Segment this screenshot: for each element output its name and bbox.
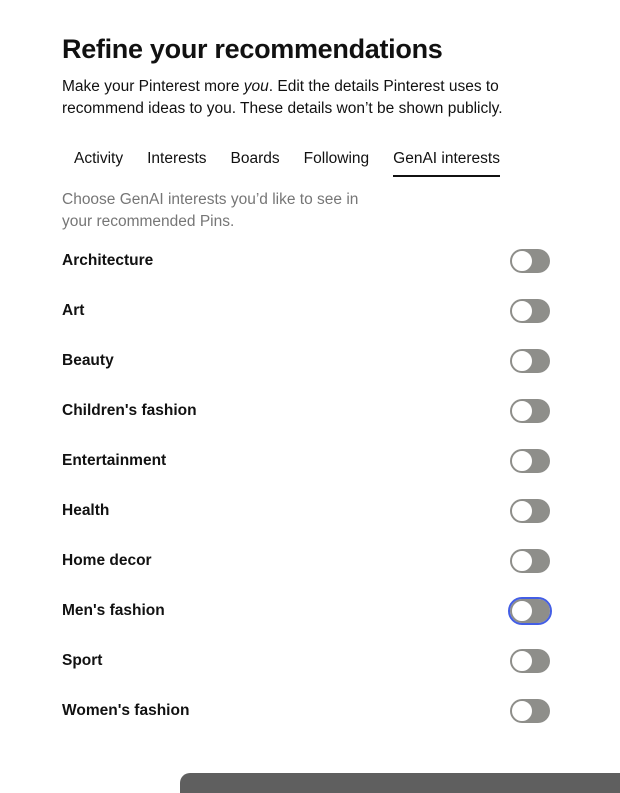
tab-following[interactable]: Following bbox=[303, 150, 370, 167]
interest-label: Sport bbox=[62, 651, 103, 669]
interest-row-home-decor bbox=[62, 545, 552, 595]
tab-boards[interactable]: Boards bbox=[230, 150, 280, 167]
tab-genai-interests[interactable]: GenAI interests bbox=[393, 150, 500, 177]
womens-fashion-toggle[interactable] bbox=[510, 699, 550, 723]
childrens-fashion-toggle[interactable] bbox=[510, 399, 550, 423]
home-decor-toggle[interactable] bbox=[510, 549, 550, 573]
interest-row-sport bbox=[62, 645, 552, 695]
architecture-toggle[interactable] bbox=[510, 249, 550, 273]
mens-fashion-toggle[interactable] bbox=[510, 599, 550, 623]
tab-activity[interactable]: Activity bbox=[74, 150, 124, 167]
health-toggle[interactable] bbox=[510, 499, 550, 523]
interest-label: Health bbox=[62, 501, 110, 519]
description-start: Make your Pinterest more bbox=[62, 78, 244, 95]
bottom-sheet-edge bbox=[180, 773, 620, 793]
art-toggle[interactable] bbox=[510, 299, 550, 323]
interest-row-health bbox=[62, 495, 552, 545]
tab-bar bbox=[62, 150, 512, 180]
interest-row-architecture bbox=[62, 245, 552, 295]
interest-row-entertainment bbox=[62, 445, 552, 495]
toggle-knob bbox=[511, 300, 533, 322]
interest-row-beauty bbox=[62, 345, 552, 395]
toggle-knob bbox=[511, 350, 533, 372]
tab-interests[interactable]: Interests bbox=[147, 150, 207, 167]
interest-label: Beauty bbox=[62, 351, 114, 369]
description-end: . Edit the details Pinterest uses to recommend ideas to you. These details won’t be shown publicly. bbox=[62, 78, 503, 117]
toggle-knob bbox=[511, 550, 533, 572]
interest-label: Men's fashion bbox=[62, 601, 165, 619]
toggle-knob bbox=[511, 450, 533, 472]
interest-label: Children's fashion bbox=[62, 401, 197, 419]
instructions-text: Choose GenAI interests you’d like to see in your recommended Pins. bbox=[62, 191, 359, 230]
interest-list bbox=[62, 245, 552, 745]
toggle-knob bbox=[511, 500, 533, 522]
interest-label: Women's fashion bbox=[62, 701, 190, 719]
sport-toggle[interactable] bbox=[510, 649, 550, 673]
page-description bbox=[62, 76, 552, 120]
interest-row-childrens-fashion bbox=[62, 395, 552, 445]
toggle-knob bbox=[511, 650, 533, 672]
toggle-knob bbox=[511, 700, 533, 722]
interest-row-art bbox=[62, 295, 552, 345]
interest-label: Art bbox=[62, 301, 85, 319]
interest-row-womens-fashion bbox=[62, 695, 552, 745]
beauty-toggle[interactable] bbox=[510, 349, 550, 373]
interest-label: Entertainment bbox=[62, 451, 167, 469]
toggle-knob bbox=[511, 600, 533, 622]
entertainment-toggle[interactable] bbox=[510, 449, 550, 473]
page-title: Refine your recommendations bbox=[62, 34, 443, 64]
interest-row-mens-fashion bbox=[62, 595, 552, 645]
toggle-knob bbox=[511, 400, 533, 422]
interest-label: Home decor bbox=[62, 551, 152, 569]
interest-label: Architecture bbox=[62, 251, 154, 269]
toggle-knob bbox=[511, 250, 533, 272]
description-emphasis: you bbox=[243, 78, 269, 95]
